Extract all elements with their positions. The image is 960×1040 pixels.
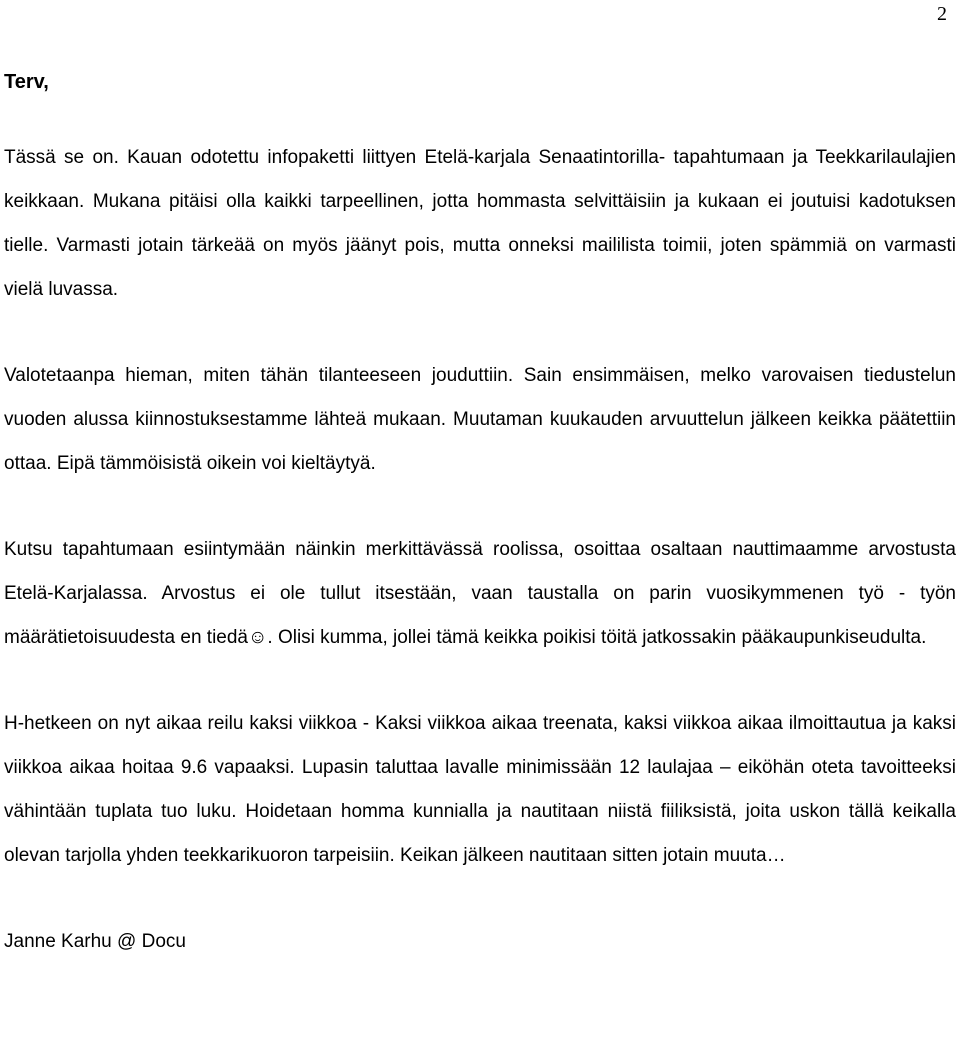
letter-body [4, 60, 956, 964]
paragraph-background: Valotetaanpa hieman, miten tähän tilanteeseen jouduttiin. Sain ensimmäisen, melko varovaisen tiedustelun vuoden alussa kiinnostuksestamme lähteä mukaan. Muutaman kuukauden arvuuttelun jälkeen keikka päätettiin ottaa. Eipä tämmöisistä oikein voi kieltäytyä. [4, 365, 956, 474]
spacer [4, 104, 956, 136]
paragraph-schedule: H-hetkeen on nyt aikaa reilu kaksi viikkoa - Kaksi viikkoa aikaa treenata, kaksi viikkoa aikaa ilmoittautua ja kaksi viikkoa aikaa hoitaa 9.6 vapaaksi. Lupasin taluttaa lavalle minimissään 12 laulajaa – eiköhän oteta tavoitteeksi vähintään tuplata tuo luku. Hoidetaan homma kunnialla ja nautitaan niistä fiiliksistä, joita uskon tällä keikalla olevan tarjolla yhden teekkarikuoron tarpeisiin. Keikan jälkeen nautitaan sitten jotain muuta… [4, 713, 956, 866]
paragraph-invitation: Kutsu tapahtumaan esiintymään näinkin merkittävässä roolissa, osoittaa osaltaan nauttimaamme arvostusta Etelä-Karjalassa. Arvostus ei ole tullut itsestään, vaan taustalla on parin vuosikymmenen työ - työn määrätietoisuudesta en tiedä☺. Olisi kumma, jollei tämä keikka poikisi töitä jatkossakin pääkaupunkiseudulta. [4, 539, 956, 648]
greeting: Terv, [4, 71, 49, 93]
signature: Janne Karhu @ Docu [4, 931, 186, 952]
paragraph-intro: Tässä se on. Kauan odotettu infopaketti liittyen Etelä-karjala Senaatintorilla- tapahtumaan ja Teekkarilaulajien keikkaan. Mukana pitäisi olla kaikki tarpeellinen, jotta hommasta selvittäisiin ja kukaan ei joutuisi kadotuksen tielle. Varmasti jotain tärkeää on myös jäänyt pois, mutta onneksi maililista toimii, joten spämmiä on varmasti vielä luvassa. [4, 147, 956, 300]
page-number: 2 [937, 3, 947, 25]
